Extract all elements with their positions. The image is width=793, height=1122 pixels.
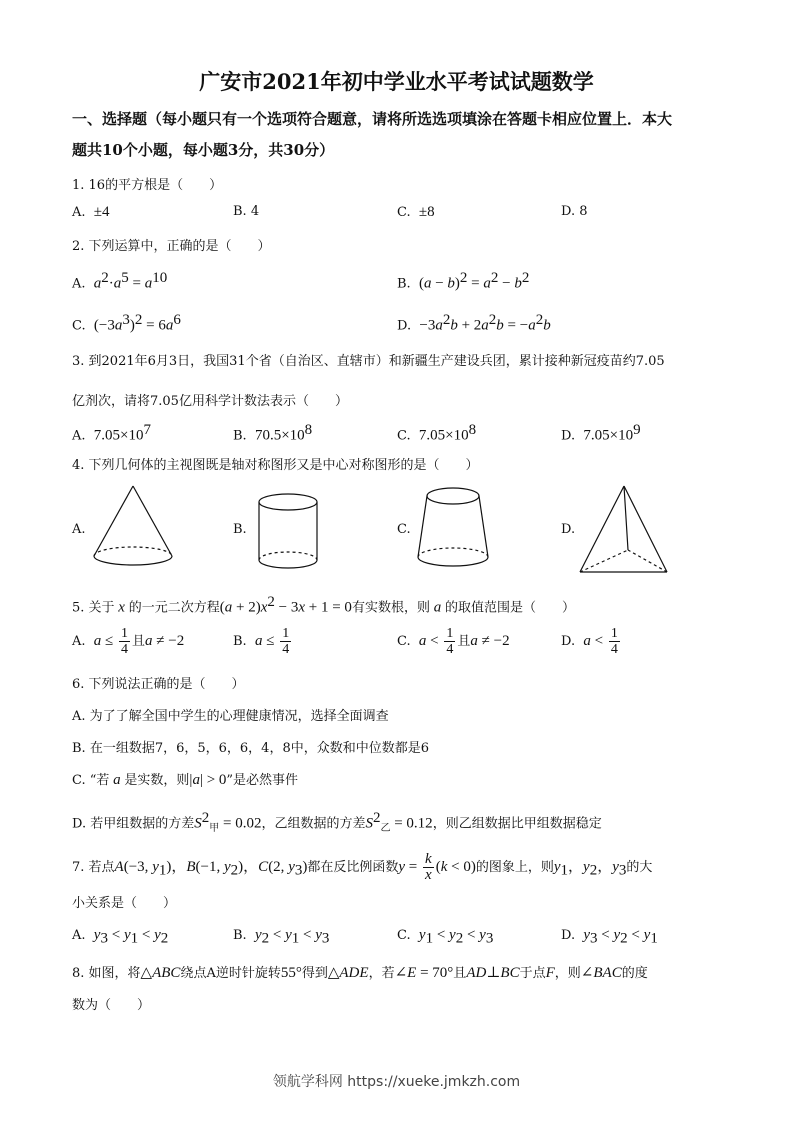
q7-stem-line2: 小关系是（ ） — [72, 896, 177, 911]
q4-stem: 4. 下列几何体的主视图既是轴对称图形又是中心对称图形的是（ ） — [72, 458, 479, 473]
q1-option-b: B. 4 — [233, 204, 260, 219]
q4-option-c: C. — [397, 522, 411, 537]
footer-watermark: 领航学科网 https://xueke.jmkzh.com — [272, 1074, 521, 1090]
q3-stem-line1: 3. 到2021年6月3日，我国31个省（自治区、直辖市）和新疆生产建设兵团，累计接种新冠疫苗约7.05 — [72, 354, 665, 369]
q1-option-c: C. ±8 — [397, 204, 435, 220]
q3-option-a: A. $7.05\times 10^7$ — [72, 422, 152, 444]
q2-option-b: B. $(a - b)^2 = a^2 - b^2$ — [397, 270, 530, 292]
q4-option-a: A. — [72, 522, 86, 537]
q5-option-a: A. a ≤ $\frac{1}{4}$ 且a ≠ −2 — [72, 626, 185, 657]
section-header-line2: 题共10个小题，每小题3分，共30分） — [72, 141, 335, 159]
q6-stem: 6. 下列说法正确的是（ ） — [72, 677, 245, 692]
q1-stem: 1. 16的平方根是（ ） — [72, 178, 223, 193]
q1-option-a: A. ±4 — [72, 204, 110, 220]
q3-option-b: B. $70.5\times 10^8$ — [233, 422, 313, 444]
q6-option-d: D. 若甲组数据的方差$S^2_甲 = 0.02$，乙组数据的方差$S^2_乙 = 0.12$，则乙组数据比甲组数据稳定 — [72, 810, 602, 834]
q2-option-a: A. $a^2\cdot a^5 = a^{10}$ — [72, 270, 168, 292]
q5-option-d: D. a < $\frac{1}{4}$ — [561, 626, 618, 657]
q6-option-c: C. “若 a 是实数，则|a| > 0”是必然事件 — [72, 772, 299, 788]
q1-option-d: D. 8 — [561, 204, 588, 219]
q5-option-b: B. a ≤ $\frac{1}{4}$ — [233, 626, 290, 657]
q5-stem: 5. 关于 x 的一元二次方程$(a + 2)x^2 - 3x + 1 = 0$有实数根，则 a 的取值范围是（ ） — [72, 594, 575, 616]
q4-option-b: B. — [233, 522, 247, 537]
q3-option-c: C. $7.05\times 10^8$ — [397, 422, 477, 444]
q4-option-d: D. — [561, 522, 576, 537]
q2-option-c: C. $(-3a^3)^2 = 6a^6$ — [72, 312, 181, 334]
q6-option-b: B. 在一组数据7，6，5，6，6，4，8中，众数和中位数都是6 — [72, 741, 429, 756]
section-header-line1: 一、选择题（每小题只有一个选项符合题意，请将所选选项填涂在答题卡相应位置上．本大 — [72, 110, 673, 128]
cone-figure — [90, 484, 176, 574]
q7-option-b: B. $y_2 < y_1 < y_3$ — [233, 927, 330, 947]
q7-option-d: D. $y_3 < y_2 < y_1$ — [561, 927, 658, 947]
q3-option-d: D. $7.05\times 10^9$ — [561, 422, 641, 444]
frustum-figure — [414, 485, 492, 571]
pyramid-figure — [578, 484, 670, 576]
q7-option-a: A. $y_3 < y_1 < y_2$ — [72, 927, 169, 947]
cylinder-figure — [255, 492, 321, 572]
q8-stem: 8. 如图，将△ABC绕点A逆时针旋转55°得到△ADE，若∠E = 70°且AD⊥BC于点F，则∠BAC的度 — [72, 965, 648, 981]
page-title: 广安市2021年初中学业水平考试试题数学 — [199, 69, 594, 94]
q3-stem-line2: 亿剂次，请将7.05亿用科学计数法表示（ ） — [72, 394, 348, 409]
q7-option-c: C. $y_1 < y_2 < y_3$ — [397, 927, 494, 947]
q5-option-c: C. a < $\frac{1}{4}$ 且a ≠ −2 — [397, 626, 510, 657]
q6-option-a: A. 为了了解全国中学生的心理健康情况，选择全面调查 — [72, 709, 389, 724]
q2-option-d: D. $-3a^2b + 2a^2b = -a^2b$ — [397, 312, 551, 334]
q7-stem: 7. 若点A(−3, $y_1$)，B(−1, $y_2$)，C(2, $y_3$)都在反比例函数y = $\frac{k}{x}$ (k < 0)的图象上，则$y_1$，$y_2$，$y_3$的大 — [72, 851, 653, 883]
q2-stem: 2. 下列运算中，正确的是（ ） — [72, 239, 271, 254]
q8-stem-line2: 数为（ ） — [72, 998, 151, 1013]
